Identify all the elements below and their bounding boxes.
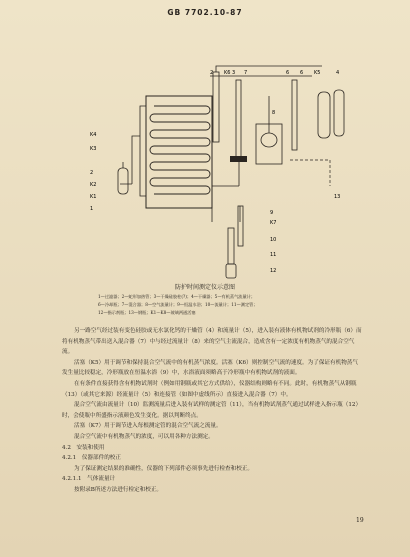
section-heading: 4.2.1.1 气体流量计 [62, 476, 116, 483]
flowmeter-8 [236, 80, 241, 158]
figure-caption: 防护时间测定仪示意图 [174, 284, 235, 291]
label-10: 10 [270, 237, 277, 243]
label-6a: 6 [286, 70, 290, 76]
paragraph: 按附录B所述方法进行检定和校正。 [74, 486, 163, 493]
section-heading: 4.2.1 仪器部件的校正 [62, 455, 121, 462]
legend-line: 1—过滤器；2—蛇形加热管；3—干燥硅胶柱(?)；4—干燥器；5—有机蒸气流量计； [98, 294, 256, 299]
label-13: 13 [334, 194, 341, 200]
label-3: 3 [232, 70, 236, 76]
paragraph: 为了保证测定结果的准确性，仪器的下列部件必须事先进行检查和校正。 [74, 465, 254, 472]
dryer [318, 92, 330, 138]
paragraph: 混合空气流中有机物蒸气的浓度，可以用各种方法测定。 [74, 433, 214, 440]
paragraph: 另一路空气经过装有变色硅胶或无水氯化钙的干燥管（4）和流量计（5），进入装有液体有机物试剂的冷形瓶（6）而将有机物蒸气带出送入混合器（7）中与经过流量计（8）来的空气主流混合，造成含有一定浓度有机物蒸气的混合空气流。 [62, 328, 362, 356]
mixer-base [230, 156, 247, 162]
label-k6: K6 [224, 70, 231, 76]
label-9: 9 [270, 210, 274, 216]
indicator-bottle [226, 264, 236, 278]
label-k4: K4 [90, 132, 97, 138]
flowmeter-10 [238, 206, 243, 246]
label-7: 7 [244, 70, 248, 76]
paragraph: 活塞（K5）用于调节和保持混合空气流中的有机蒸气浓度。活塞（K6）则控制空气流的速度。为了保证有机物蒸气发生量比较稳定，冷形瓶放在恒温水浴（9）中，水浴液面须略高于冷形瓶中有机物试剂的液面。 [62, 359, 358, 377]
label-k3: K3 [90, 146, 97, 152]
figure-legend [98, 293, 358, 317]
left-piping [120, 106, 146, 196]
label-6b: 6 [300, 70, 304, 76]
gas-cylinder [334, 90, 344, 136]
test-tube [228, 228, 234, 264]
label-k5: K5 [314, 70, 321, 76]
paragraph: 在有条件直接获得含有机物试剂时（例如用钢瓶或其它方式供给），仪器结构则略有不同。此时，有机物蒸气从钢瓶（13）（或其它来源）经流量计（5）和连接管（如图中虚线所示）直接进入混合器（7）中。 [62, 380, 357, 398]
flowmeter-5 [292, 80, 297, 150]
label-12: 12 [270, 268, 277, 274]
paragraph: 活塞（K7）用于调节进入每根测定管的混合空气流之流量。 [74, 423, 222, 430]
apparatus-diagram [60, 56, 360, 291]
coil-bends [150, 106, 210, 194]
section-heading: 4.2 安装和使用 [62, 444, 105, 451]
label-k1: K1 [90, 194, 97, 200]
label-1: 1 [90, 206, 94, 212]
drying-column [213, 72, 219, 142]
label-11: 11 [270, 252, 277, 258]
label-4: 4 [336, 70, 340, 76]
paragraph: 混合空气流由流量计（10）监测流量后进入装有试样的测定管（11），当有机物试剂蒸气通过试样进入指示瓶（12）时，会使瓶中所盛指示液颜色发生变化。据以判断终点。 [62, 402, 362, 419]
label-8: 8 [272, 110, 276, 116]
lower-piping [212, 162, 240, 222]
label-2-top: 2 [210, 70, 214, 76]
filter-bottle [118, 168, 128, 194]
body-text [62, 326, 362, 496]
dashed-connector [290, 160, 330, 186]
label-k7: K7 [270, 220, 277, 226]
page-number: 19 [356, 517, 364, 524]
coil-lines [154, 106, 206, 194]
standard-header: GB 7702.10-87 [167, 8, 243, 17]
legend-line: 6—冷却瓶；7—混合器；8—空气流量计；9—恒温水浴；10—流量计；11—测定管； [98, 302, 258, 307]
label-2: 2 [90, 170, 94, 176]
legend-line: 12—指示剂瓶；13—钢瓶；K1～K8—玻璃两通活塞 [98, 310, 196, 315]
label-k2: K2 [90, 182, 97, 188]
cooling-flask [261, 133, 277, 147]
enclosure-box [146, 96, 212, 208]
